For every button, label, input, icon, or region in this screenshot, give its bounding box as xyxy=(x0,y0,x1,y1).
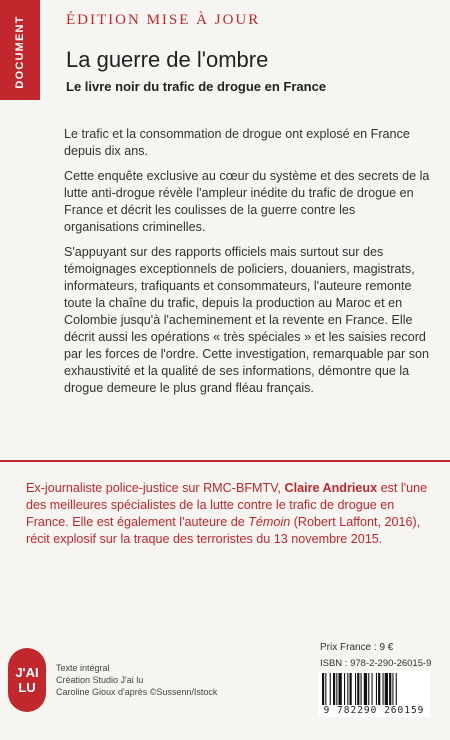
bio-intro: Ex-journaliste police-justice sur RMC-BFMTV, xyxy=(26,481,285,495)
book-reference: Témoin xyxy=(248,515,291,529)
credit-line: Caroline Gioux d'après ©Sussenn/Istock xyxy=(56,687,218,697)
credits xyxy=(56,662,217,698)
publisher-logo xyxy=(8,648,46,712)
book-title: La guerre de l'ombre xyxy=(66,47,269,72)
synopsis xyxy=(64,126,430,405)
divider xyxy=(0,460,450,462)
barcode-number: 9 782290 260159 xyxy=(323,705,425,716)
barcode-bars-icon xyxy=(322,673,426,705)
price-label: Prix France : 9 € xyxy=(320,642,394,653)
synopsis-paragraph: Le trafic et la consommation de drogue ont explosé en France depuis dix ans. xyxy=(64,127,410,158)
synopsis-paragraph: S'appuyant sur des rapports officiels mais surtout sur des témoignages exceptionnels de policiers, douaniers, magistrats, informateurs, trafiquants et consommateurs, l'auteure remonte toute la chaîne du trafic, depuis la production au Maroc et en Colombie jusqu'à l'acheminement et la revente en France. Elle décrit aussi les opérations « très spéciales » et les saisies record par les forces de l'ordre. Cette investigation, remarquable par son exhaustivité et la qualité de ses informations, démontre que la drogue demeure le plus grand fléau français. xyxy=(64,245,430,395)
credit-line: Création Studio J'ai lu xyxy=(56,675,144,685)
book-subtitle: Le livre noir du trafic de drogue en France xyxy=(66,79,327,94)
isbn-label: ISBN : 978-2-290-26015-9 xyxy=(320,658,432,669)
barcode xyxy=(318,671,430,717)
document-tag-label: DOCUMENT xyxy=(14,15,26,89)
bio-text: est l'une des meilleures spécialistes de la lutte contre le trafic de drogue en France. Elle est également l'auteure de xyxy=(26,481,428,529)
synopsis-paragraph: Cette enquête exclusive au cœur du système et des secrets de la lutte anti-drogue révèle l'ampleur inédite du trafic de drogue en France et décrit les coulisses de la guerre contre les organisations criminelles. xyxy=(64,169,430,234)
bio-closing: (Robert Laffont, 2016), récit explosif sur la traque des terroristes du 13 novembre 2015. xyxy=(26,515,421,546)
author-name: Claire Andrieux xyxy=(284,481,378,495)
logo-line: LU xyxy=(18,680,36,695)
credit-line: Texte intégral xyxy=(56,663,110,673)
author-bio xyxy=(26,480,430,548)
document-tag xyxy=(0,0,40,100)
edition-label: ÉDITION MISE À JOUR xyxy=(66,12,261,28)
logo-line: J'AI xyxy=(15,665,39,680)
